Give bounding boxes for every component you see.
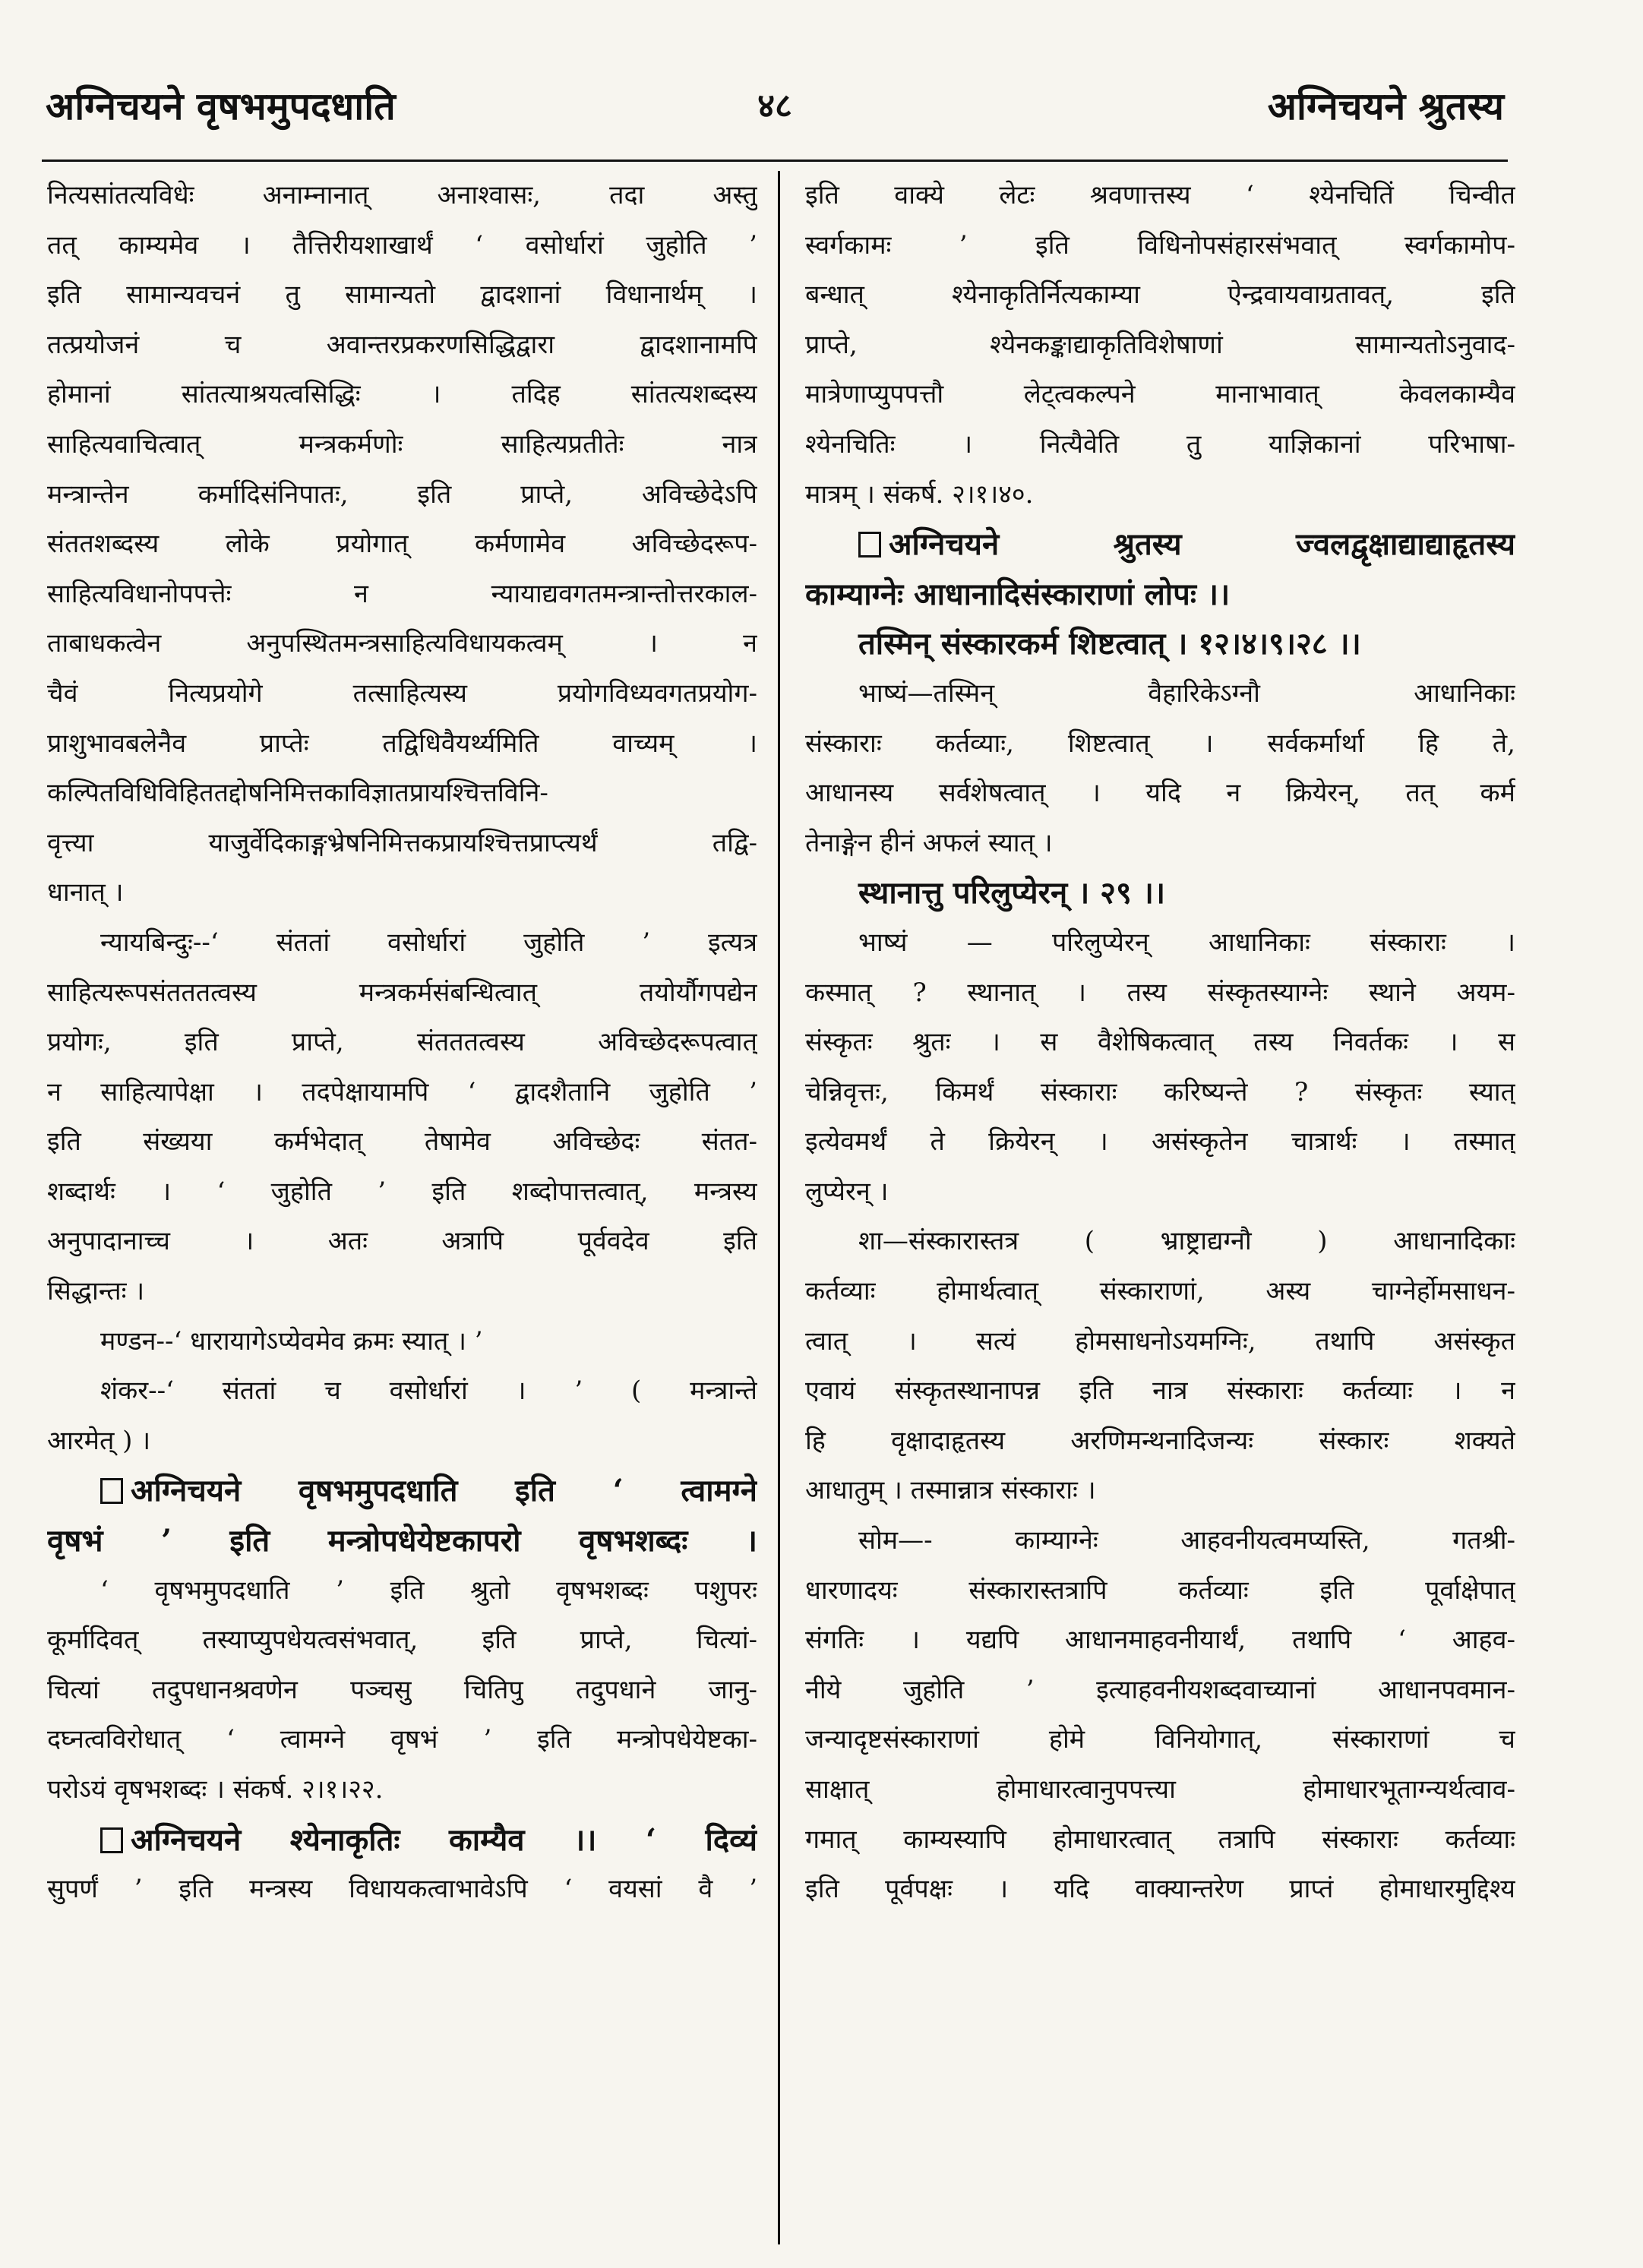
header-rule [42, 160, 1508, 162]
text-line: तत्प्रयोजनं च अवान्तरप्रकरणसिद्धिद्वारा द्वादशानामपि [47, 329, 757, 360]
text-line: सुपर्णं ’ इति मन्त्रस्य विधायकत्वाभावेऽपि ‘ वयसां वै ’ [47, 1874, 757, 1905]
text-line: शा—संस्कारास्तत्र ( भ्राष्ट्राद्यग्नौ ) आधानादिकाः [858, 1226, 1515, 1257]
text-line: अनुपादानाच्च । अतः अत्रापि पूर्ववदेव इति [47, 1226, 757, 1257]
text-line: वृत्त्या याजुर्वेदिकाङ्गभ्रेषनिमित्तकप्रायश्चित्तप्राप्त्यर्थं तद्वि- [47, 827, 757, 858]
text-line: धारणादयः संस्कारास्तत्रापि कर्तव्याः इति पूर्वाक्षेपात् [805, 1575, 1515, 1606]
section-marker-icon [858, 532, 881, 558]
header-right-title: अग्निचयने श्रुतस्य [1267, 84, 1504, 128]
section-heading: अग्निचयने श्येनाकृतिः काम्यैव ।। ‘ दिव्यं [47, 1815, 757, 1865]
text-line: मन्त्रान्तेन कर्मादिसंनिपातः, इति प्राप्ते, अविच्छेदेऽपि [47, 479, 757, 510]
text-line: मात्रम् । संकर्ष. २।१।४०. [805, 479, 1034, 510]
text-line: इति पूर्वपक्षः । यदि वाक्यान्तरेण प्राप्तं होमाधारमुद्दिश्य [805, 1874, 1515, 1905]
text-line: होमानां सांतत्याश्रयत्वसिद्धिः । तदिह सांतत्यशब्दस्य [47, 379, 757, 410]
text-line: सोम—- काम्याग्नेः आहवनीयत्वमप्यस्ति, गतश्री- [858, 1525, 1515, 1556]
text-line: गमात् काम्यस्यापि होमाधारत्वात् तत्रापि संस्काराः कर्तव्याः [805, 1824, 1515, 1855]
text-line: साहित्यवाचित्वात् मन्त्रकर्मणोः साहित्यप्रतीतेः नात्र [47, 428, 757, 460]
section-marker-icon [100, 1827, 123, 1853]
text-line: साहित्यविधानोपपत्तेः न न्यायाद्यवगतमन्त्रान्तोत्तरकाल- [47, 578, 757, 609]
text-line: चेन्निवृत्तः, किमर्थं संस्काराः करिष्यन्ते ? संस्कृतः स्यात् [805, 1076, 1515, 1107]
text-line: इति वाक्ये लेटः श्रवणात्तस्य ‘ श्येनचितिं चिन्वीत [805, 180, 1515, 210]
text-line: एवायं संस्कृतस्थानापन्न इति नात्र संस्काराः कर्तव्याः । न [805, 1376, 1515, 1407]
text-line: श्येनचितिः । नित्यैवेति तु याज्ञिकानां परिभाषा- [805, 428, 1515, 460]
section-heading: काम्याग्नेः आधानादिसंस्काराणां लोपः ।। [805, 576, 1231, 612]
text-line: न साहित्यापेक्षा । तदपेक्षायामपि ‘ द्वादशैतानि जुहोति ’ [47, 1076, 757, 1107]
section-heading: अग्निचयने वृषभमुपदधाति इति ‘ त्वामग्ने [47, 1466, 757, 1516]
text-line: संगतिः । यद्यपि आधानमाहवनीयार्थं, तथापि ‘ आहव- [805, 1625, 1515, 1656]
text-line: प्राशुभावबलेनैव प्राप्तेः तद्विधिवैयर्थ्यमिति वाच्यम् । [47, 728, 757, 759]
text-line: प्राप्ते, श्येनकङ्काद्याकृतिविशेषाणां सामान्यतोऽनुवाद- [805, 329, 1515, 360]
text-line: कूर्मादिवत् तस्याप्युपधेयत्वसंभवात्, इति प्राप्ते, चित्यां- [47, 1625, 757, 1656]
text-line: जन्यादृष्टसंस्काराणां होमे विनियोगात्, संस्काराणां च [805, 1724, 1515, 1755]
text-line: संस्कृतः श्रुतः । स वैशेषिकत्वात् तस्य निवर्तकः । स [805, 1027, 1515, 1058]
text-line: ‘ वृषभमुपदधाति ’ इति श्रुतो वृषभशब्दः पशुपरः [100, 1575, 757, 1606]
section-marker-icon [100, 1478, 123, 1504]
section-heading: अग्निचयने श्रुतस्य ज्वलद्वृक्षाद्याद्याहृतस्य [805, 520, 1515, 570]
section-heading: वृषभं ’ इति मन्त्रोपधेयेष्टकापरो वृषभशब्दः । [47, 1523, 757, 1559]
text-line: परोऽयं वृषभशब्दः । संकर्ष. २।१।२२. [47, 1774, 384, 1805]
text-line: मण्डन--‘ धारायागेऽप्येवमेव क्रमः स्यात् । ’ [100, 1325, 483, 1357]
left-column [47, 171, 757, 2244]
text-line: हि वृक्षादाहृतस्य अरणिमन्थनादिजन्यः संस्कारः शक्यते [805, 1425, 1515, 1456]
text-line: इति सामान्यवचनं तु सामान्यतो द्वादशानां विधानार्थम् । [47, 280, 757, 311]
running-header [46, 76, 1504, 137]
text-line: धानात् । [47, 877, 124, 908]
text-line: न्यायबिन्दुः--‘ संततां वसोर्धारां जुहोति ’ इत्यत्र [100, 927, 757, 958]
text-line: इत्येवमर्थं ते क्रियेरन् । असंस्कृतेन चात्रार्थः । तस्मात् [805, 1126, 1515, 1158]
text-line: मात्रेणाप्युपपत्तौ लेट्त्वकल्पने मानाभावात् केवलकाम्यैव [805, 379, 1515, 410]
text-line: भाष्यं — परिलुप्येरन् आधानिकाः संस्काराः । [858, 927, 1515, 958]
header-left-title: अग्निचयने वृषभमुपदधाति [46, 84, 396, 128]
text-line: साहित्यरूपसंतततत्वस्य मन्त्रकर्मसंबन्धित्वात् तयोर्यौगपद्येन [47, 977, 757, 1008]
text-line: कल्पितविधिविहिततद्दोषनिमित्तकाविज्ञातप्रायश्चित्तविनि- [47, 778, 548, 809]
text-line: त्वात् । सत्यं होमसाधनोऽयमग्निः, तथापि असंस्कृत [805, 1325, 1515, 1357]
text-line: ताबाधकत्वेन अनुपस्थितमन्त्रसाहित्यविधायकत्वम् । न [47, 628, 757, 659]
text-line: इति संख्यया कर्मभेदात् तेषामेव अविच्छेदः संतत- [47, 1126, 757, 1158]
text-line: लुप्येरन् । [805, 1176, 889, 1207]
text-line: शंकर--‘ संततां च वसोर्धारां । ’ ( मन्त्रान्ते [100, 1376, 757, 1407]
text-line: तत् काम्यमेव । तैत्तिरीयशाखार्थं ‘ वसोर्धारां जुहोति ’ [47, 229, 757, 261]
text-line: कस्मात् ? स्थानात् । तस्य संस्कृतस्याग्नेः स्थाने अयम- [805, 977, 1515, 1008]
text-line: कर्तव्याः होमार्थत्वात् संस्काराणां, अस्य चाग्नेर्होमसाधन- [805, 1276, 1515, 1307]
text-line: नीये जुहोति ’ इत्याहवनीयशब्दवाच्यानां आधानपवमान- [805, 1674, 1515, 1705]
text-line: दघ्नत्वविरोधात् ‘ त्वामग्ने वृषभं ’ इति मन्त्रोपधेयेष्टका- [47, 1724, 757, 1755]
sutra-line: स्थानात्तु परिलुप्येरन् । २९ ।। [858, 875, 1166, 911]
text-line: बन्धात् श्येनाकृतिर्नित्यकाम्या ऐन्द्रवायवाग्रतावत्, इति [805, 280, 1515, 311]
page-number: ४८ [757, 87, 792, 125]
text-line: नित्यसांतत्यविधेः अनाम्नानात् अनाश्वासः, तदा अस्तु [47, 180, 757, 210]
text-line: आधानस्य सर्वशेषत्वात् । यदि न क्रियेरन्, तत् कर्म [805, 778, 1515, 809]
text-line: साक्षात् होमाधारत्वानुपपत्त्या होमाधारभूताग्न्यर्थत्वाव- [805, 1774, 1515, 1805]
text-line: चित्यां तदुपधानश्रवणेन पञ्चसु चितिपु तदुपधाने जानु- [47, 1674, 757, 1705]
column-divider [778, 171, 780, 2244]
text-line: भाष्यं—तस्मिन् वैहारिकेऽग्नौ आधानिकाः [858, 678, 1515, 709]
text-line: संस्काराः कर्तव्याः, शिष्टत्वात् । सर्वकर्मार्था हि ते, [805, 728, 1515, 759]
text-line: आरमेत् ) । [47, 1425, 151, 1456]
sutra-line: तस्मिन् संस्कारकर्म शिष्टत्वात् । १२।४।९।२८ ।। [858, 626, 1361, 662]
text-line: सिद्धान्तः । [47, 1276, 145, 1307]
text-line: तेनाङ्गेन हीनं अफलं स्यात् । [805, 827, 1053, 858]
text-line: शब्दार्थः । ‘ जुहोति ’ इति शब्दोपात्तत्वात्, मन्त्रस्य [47, 1176, 757, 1207]
right-column [805, 171, 1515, 2244]
text-line: आधातुम् । तस्मान्नात्र संस्काराः । [805, 1475, 1096, 1506]
text-line: स्वर्गकामः ’ इति विधिनोपसंहारसंभवात् स्वर्गकामोप- [805, 229, 1515, 261]
text-line: प्रयोगः, इति प्राप्ते, संतततत्वस्य अविच्छेदरूपत्वात् [47, 1027, 757, 1058]
text-line: संततशब्दस्य लोके प्रयोगात् कर्मणामेव अविच्छेदरूप- [47, 529, 757, 560]
text-line: चैवं नित्यप्रयोगे तत्साहित्यस्य प्रयोगविध्यवगतप्रयोग- [47, 678, 757, 709]
